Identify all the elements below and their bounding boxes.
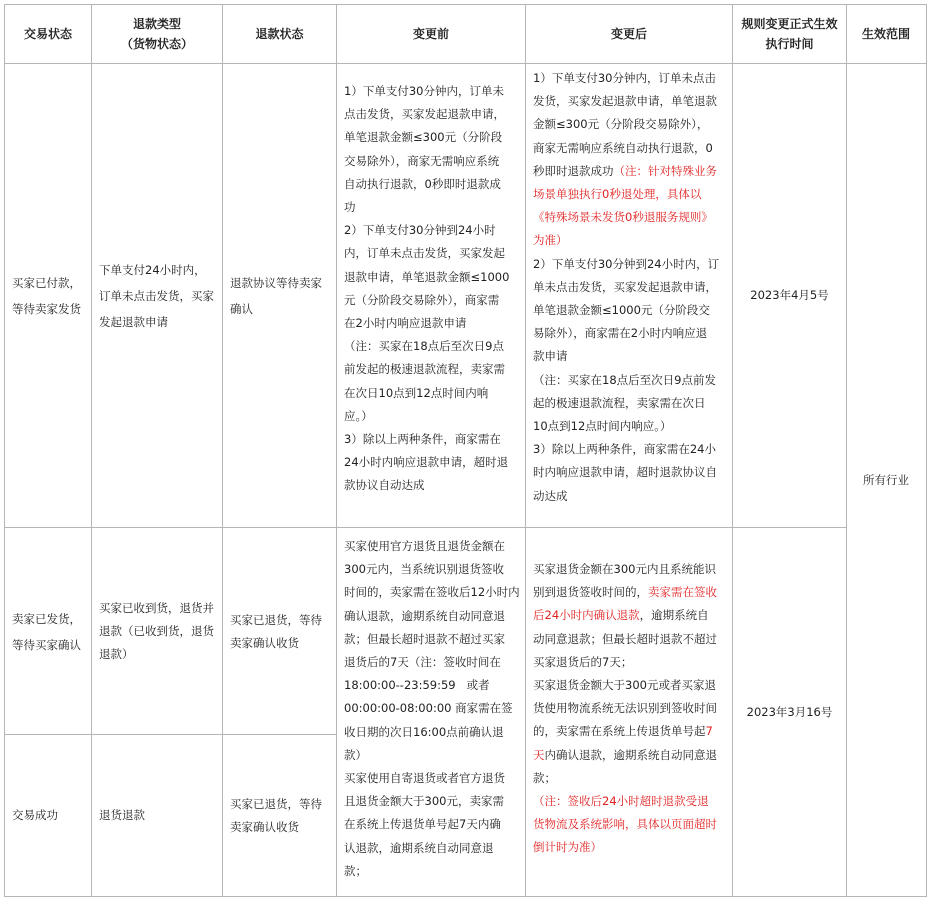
merged-before-line: 款；但最长超时退款不超过买家 <box>344 631 505 646</box>
row1-after-line: 单笔退款金额≤1000元（分阶段交 <box>533 303 710 318</box>
merged-after-text: 的，卖家需在系统上传退货单号起 <box>533 724 706 739</box>
header-refund-type-line2: （货物状态） <box>120 37 193 51</box>
row3-refund-status-text: 买家已退货，等待卖家确认收货 <box>230 797 322 834</box>
row1-before-line: 在2小时内响应退款申请 <box>344 316 467 331</box>
row1-after-line: 动达成 <box>533 488 568 503</box>
row1-after-line: 1）下单支付30分钟内，订单未点击 <box>533 71 716 85</box>
merged-before-line: 确认退款，逾期系统自动同意退 <box>344 608 505 623</box>
merged-before-line: 在系统上传退货单号起7天内确 <box>344 817 501 832</box>
header-trade-status <box>4 4 92 64</box>
merged-before-line: 收日期的次日16:00点前确认退 <box>344 724 504 739</box>
row1-after-note: 《特殊场景未发货0秒退服务规则》 <box>533 210 713 225</box>
row3-refund-type-text: 退货退款 <box>99 808 145 823</box>
row1-after-line: 易除外），商家需在2小时内响应退 <box>533 326 708 341</box>
header-scope-text: 生效范围 <box>861 27 910 41</box>
merged-after-text: 内确认退款，逾期系统自动同意退 <box>544 747 717 762</box>
merged-before-line: 时间的，卖家需在签收后12小时内 <box>344 585 520 600</box>
row1-before-line: 交易除外），商家无需响应系统 <box>344 153 500 168</box>
row1-after-line: 时内响应退款申请，超时退款协议自 <box>533 465 717 480</box>
row1-before-line: 3）除以上两种条件，商家需在 <box>344 432 501 447</box>
merged-effective-date <box>732 528 847 897</box>
merged-after-line <box>533 720 732 743</box>
row1-before-line: 款协议自动达成 <box>344 478 425 493</box>
merged-after-highlight: 7 <box>705 724 713 739</box>
row1-before-line: 1）下单支付30分钟内，订单未 <box>344 84 504 98</box>
row1-before-line: 24小时内响应退款申请，超时退 <box>344 455 509 470</box>
row1-refund-status <box>222 64 337 528</box>
row1-after-text: 秒即时退款成功 <box>533 163 614 178</box>
row3-refund-type <box>91 735 223 897</box>
merged-effective-date-text: 2023年3月16号 <box>746 704 833 719</box>
header-refund-type <box>91 4 223 64</box>
row1-after-line: 10点到12点时间内响应。） <box>533 419 672 434</box>
merged-before-line: 且退货金额大于300元，卖家需 <box>344 794 504 809</box>
row1-after-line: 单未点击发货，买家发起退款申请， <box>533 279 717 294</box>
header-effective-line1: 规则变更正式生效 <box>741 17 838 31</box>
header-before-text: 变更前 <box>412 27 449 41</box>
merged-before-line: 买家使用自寄退货或者官方退货 <box>344 771 505 786</box>
merged-after-highlight: 后24小时内确认退款 <box>533 608 640 623</box>
merged-after-text: 别到退货签收时间的， <box>533 585 648 600</box>
row1-refund-status-text: 退款协议等待卖家确认 <box>230 276 322 316</box>
row1-before-line: 点击发货，买家发起退款申请， <box>344 107 505 122</box>
row1-after-line: 商家无需响应系统自动执行退款，0 <box>533 140 713 155</box>
merged-after-text: ，逾期系统自 <box>639 608 709 623</box>
row1-refund-type-text: 下单支付24小时内，订单未点击发货，买家发起退款申请 <box>99 263 214 329</box>
header-trade-status-text: 交易状态 <box>23 27 72 41</box>
row1-after-rules <box>533 67 732 508</box>
header-refund-status <box>222 4 337 64</box>
header-after <box>525 4 733 64</box>
row1-after-line: 3）除以上两种条件，商家需在24小 <box>533 442 716 457</box>
row2-refund-type-text: 买家已收到货，退货并退款（已收到货，退货退款） <box>99 601 214 661</box>
merged-after-line <box>533 581 732 604</box>
merged-before-line: 300元内，当系统识别退货签收 <box>344 562 504 577</box>
header-effective-line2: 执行时间 <box>765 37 814 51</box>
merged-after-line: 买家退货金额在300元内且系统能识 <box>533 562 716 576</box>
merged-after-line <box>533 604 732 627</box>
row1-trade-status <box>4 64 92 528</box>
merged-after-rules <box>533 558 732 860</box>
row1-trade-status-text: 买家已付款，等待卖家发货 <box>12 276 81 316</box>
merged-after-note: 倒计时为准） <box>533 840 602 855</box>
row1-after-line <box>533 160 732 183</box>
row3-trade-status <box>4 735 92 897</box>
row1-after-line: 2）下单支付30分钟到24小时内，订 <box>533 256 720 271</box>
row1-after-note: 场景单独执行0秒退处理，具体以 <box>533 187 702 202</box>
header-scope <box>846 4 926 64</box>
row2-trade-status <box>4 528 92 735</box>
row3-refund-status <box>222 735 337 897</box>
merged-before-line: 买家使用官方退货且退货金额在 <box>344 539 505 553</box>
merged-after-line: 买家退货后的7天； <box>533 654 633 669</box>
merged-after-highlight: 天 <box>533 747 545 762</box>
row1-after-line: 款申请 <box>533 349 568 364</box>
row1-before-line: 前发起的极速退款流程，卖家需 <box>344 362 505 377</box>
merged-before-line: 00:00:00-08:00:00 商家需在签 <box>344 701 513 716</box>
scope-cell <box>846 64 926 897</box>
row1-after-line: （注：买家在18点后至次日9点前发 <box>533 372 716 387</box>
row1-refund-type <box>91 64 223 528</box>
row1-after-note: 为准） <box>533 233 568 248</box>
row1-after-note: （注：针对特殊业务 <box>613 163 717 178</box>
merged-before-line: 款； <box>344 863 367 878</box>
col-divider-7 <box>926 4 927 897</box>
row1-before-line: 元（分阶段交易除外），商家需 <box>344 292 500 307</box>
row1-after-line: 金额≤300元（分阶段交易除外）， <box>533 117 709 132</box>
merged-after-highlight: 卖家需在签收 <box>648 585 717 600</box>
merged-before-line: 认退款，逾期系统自动同意退 <box>344 840 494 855</box>
merged-after-line: 买家退货金额大于300元或者买家退 <box>533 678 716 693</box>
row1-before-line: （注：买家在18点后至次日9点 <box>344 339 504 354</box>
merged-after-line <box>533 744 732 767</box>
row1-effective-date-text: 2023年4月5号 <box>750 288 829 303</box>
row1-before-line: 退款申请，单笔退款金额≤1000 <box>344 269 510 284</box>
row1-effective-date <box>732 64 847 528</box>
row1-before-line: 自动执行退款，0秒即时退款成 <box>344 176 501 191</box>
merged-after-line: 动同意退款；但最长超时退款不超过 <box>533 631 717 646</box>
header-effective-time <box>732 4 847 64</box>
row2-refund-status-text: 买家已退货，等待卖家确认收货 <box>230 612 322 650</box>
row1-after-line: 起的极速退款流程，卖家需在次日 <box>533 395 706 410</box>
row1-after-line: 发货，买家发起退款申请，单笔退款 <box>533 94 717 109</box>
row2-refund-type <box>91 528 223 735</box>
row1-before-line: 单笔退款金额≤300元（分阶段 <box>344 130 503 145</box>
header-before <box>336 4 526 64</box>
header-after-text: 变更后 <box>610 27 647 41</box>
row1-before-line: 功 <box>344 200 356 215</box>
header-refund-type-line1: 退款类型 <box>132 17 181 31</box>
row2-refund-status <box>222 528 337 735</box>
merged-before-rules <box>344 535 526 883</box>
row1-before-rules <box>344 80 526 498</box>
header-refund-status-text: 退款状态 <box>255 27 304 41</box>
merged-before-line: 18:00:00--23:59:59 或者 <box>344 678 490 693</box>
merged-after-note: 货物流及系统影响，具体以页面超时 <box>533 817 717 832</box>
row1-before-line: 2）下单支付30分钟到24小时 <box>344 223 496 238</box>
row1-before-line: 在次日10点到12点时间内响 <box>344 385 489 400</box>
merged-before-line: 退货后的7天（注：签收时间在 <box>344 655 501 670</box>
merged-before-line: 款） <box>344 747 367 762</box>
merged-after-line: 款； <box>533 770 556 785</box>
row2-trade-status-text: 卖家已发货，等待买家确认 <box>12 611 81 652</box>
row1-before-line: 应。） <box>344 408 373 423</box>
merged-after-line: 货使用物流系统无法识别到签收时间 <box>533 701 717 716</box>
row1-before-line: 内，订单未点击发货，买家发起 <box>344 246 505 261</box>
row3-trade-status-text: 交易成功 <box>12 808 58 823</box>
scope-text: 所有行业 <box>863 472 909 487</box>
merged-after-note: （注：签收后24小时超时退款受退 <box>533 794 709 809</box>
